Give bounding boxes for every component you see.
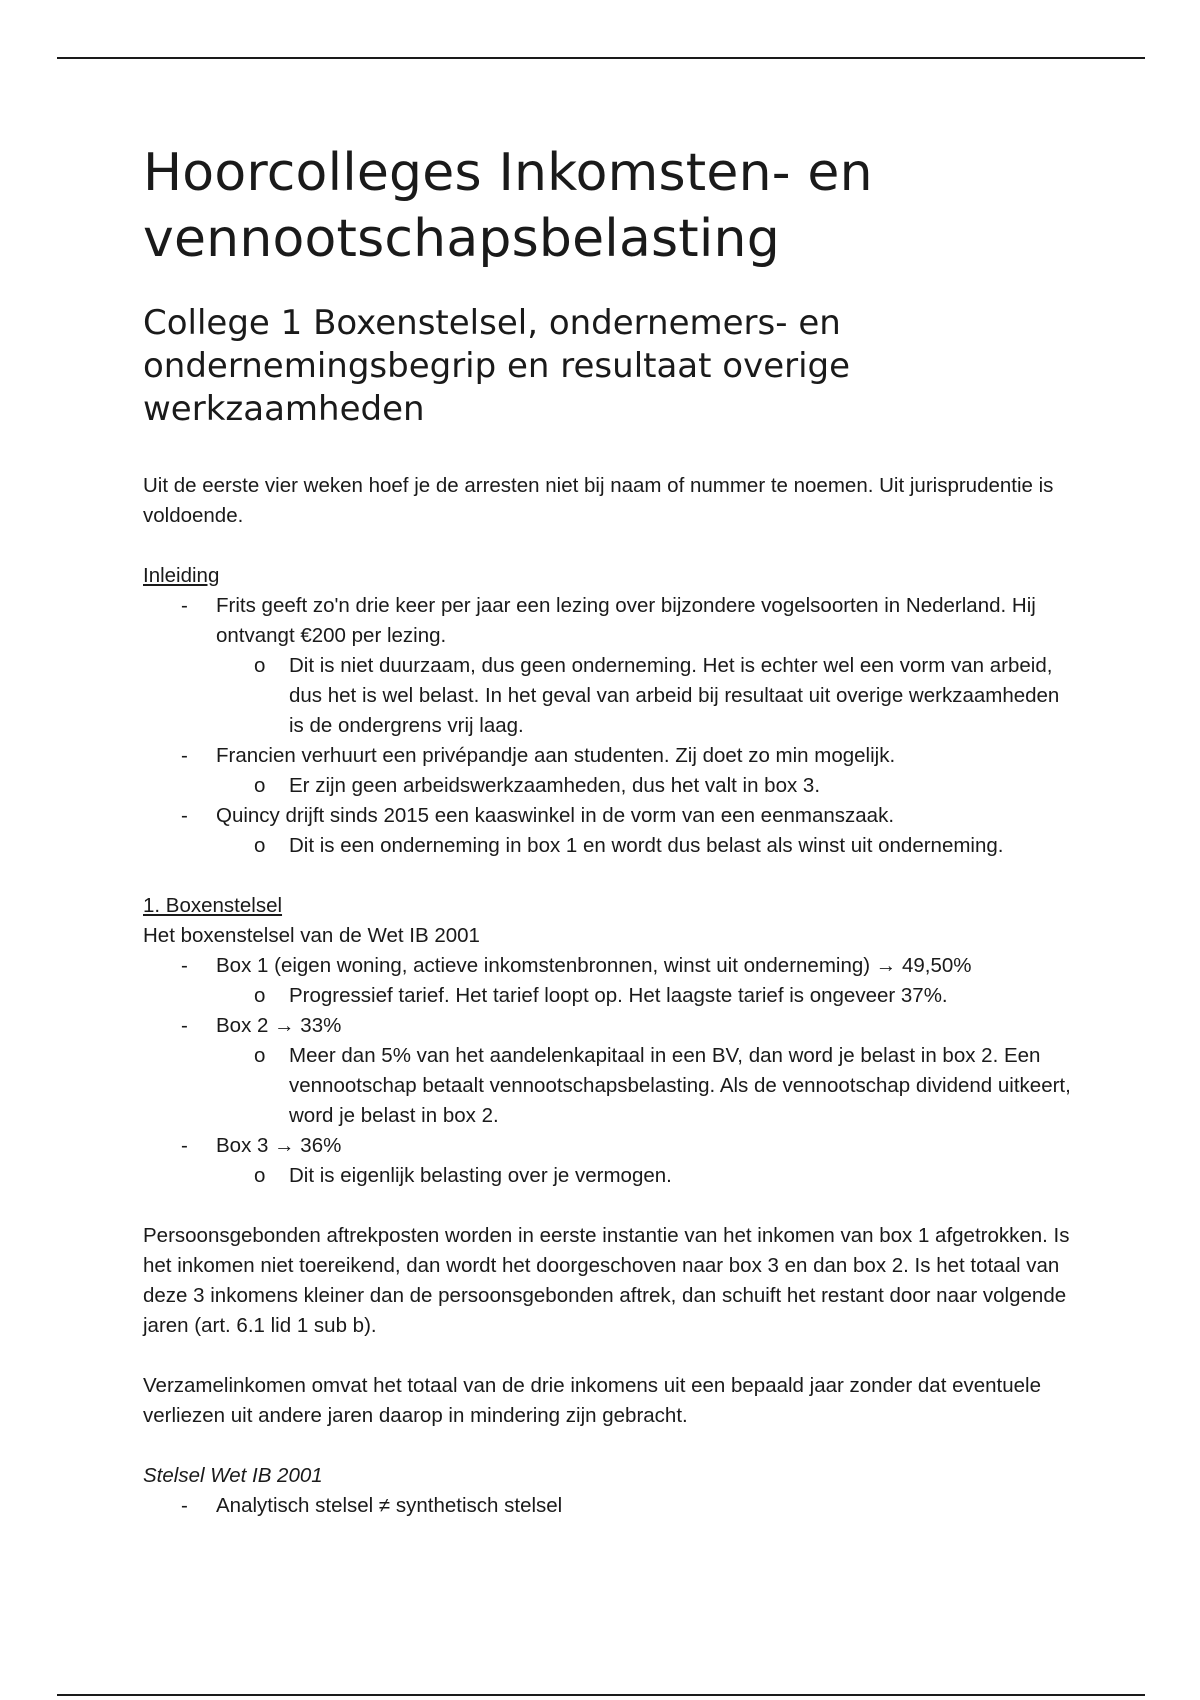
sub-list: [216, 771, 1073, 801]
sub-list-item: [216, 651, 1073, 741]
sub-list-item-text: Progressief tarief. Het tarief loopt op. Het laagste tarief is ongeveer 37%.: [289, 984, 948, 1007]
list-item-text: Francien verhuurt een privépandje aan studenten. Zij doet zo min mogelijk.: [216, 744, 896, 767]
sub-list-item-text: Meer dan 5% van het aandelenkapitaal in een BV, dan word je belast in box 2. Een vennootschap betaalt vennootschapsbelasting. Als de vennootschap dividend uitkeert, word je belast in box 2.: [289, 1044, 1071, 1127]
circle-bullet-marker: o: [254, 1044, 266, 1067]
intro-paragraph: Uit de eerste vier weken hoef je de arresten niet bij naam of nummer te noemen. Uit jurisprudentie is voldoende.: [143, 474, 1054, 527]
section-heading-inleiding: Inleiding: [143, 564, 220, 587]
list-item-text: Frits geeft zo'n drie keer per jaar een lezing over bijzondere vogelsoorten in Nederland. Hij ontvangt €200 per lezing.: [216, 594, 1036, 647]
sub-list-item: [216, 981, 1073, 1011]
dash-marker: -: [181, 744, 188, 767]
list-item: [143, 741, 1073, 801]
stelsel-list: [143, 1491, 1073, 1521]
sub-list-item-text: Er zijn geen arbeidswerkzaamheden, dus het valt in box 3.: [289, 774, 821, 797]
document-title: Hoorcolleges Inkomsten- en vennootschapsbelasting: [143, 143, 873, 269]
list-item: [143, 801, 1073, 861]
spacer: [143, 1341, 1073, 1371]
sub-list-item-text: Dit is niet duurzaam, dus geen onderneming. Het is echter wel een vorm van arbeid, dus het is wel belast. In het geval van arbeid bij resultaat uit overige werkzaamheden is de ondergrens vrij laag.: [289, 654, 1060, 737]
sub-list-item: [216, 1161, 1073, 1191]
list-item-text: Analytisch stelsel ≠ synthetisch stelsel: [216, 1494, 563, 1517]
list-item-text: Box 1 (eigen woning, actieve inkomstenbronnen, winst uit onderneming) → 49,50%: [216, 954, 972, 977]
circle-bullet-marker: o: [254, 654, 266, 677]
document-page: [143, 140, 1073, 1521]
persoonsgebonden-paragraph: Persoonsgebonden aftrekposten worden in eerste instantie van het inkomen van box 1 afgetrokken. Is het inkomen niet toereikend, dan wordt het doorgeschoven naar box 3 en dan box 2. Is het totaal van deze 3 inkomens kleiner dan de persoonsgebonden aftrek, dan schuift het restant door naar volgende jaren (art. 6.1 lid 1 sub b).: [143, 1224, 1070, 1337]
dash-marker: -: [181, 1134, 188, 1157]
document-body: [143, 471, 1073, 1521]
sub-list: [216, 981, 1073, 1011]
section-heading-boxenstelsel: 1. Boxenstelsel: [143, 894, 283, 917]
sub-list-item: [216, 1041, 1073, 1131]
list-item: [143, 1491, 1073, 1521]
circle-bullet-marker: o: [254, 774, 266, 797]
sub-list-item-text: Dit is eigenlijk belasting over je vermogen.: [289, 1164, 672, 1187]
college-subtitle: College 1 Boxenstelsel, ondernemers- en ondernemingsbegrip en resultaat overige werkzaamheden: [143, 303, 851, 429]
dash-marker: -: [181, 594, 188, 617]
sub-list-item: [216, 831, 1073, 861]
circle-bullet-marker: o: [254, 1164, 266, 1187]
list-item: [143, 951, 1073, 1011]
spacer: [143, 1191, 1073, 1221]
sub-list-item-text: Dit is een onderneming in box 1 en wordt dus belast als winst uit onderneming.: [289, 834, 1004, 857]
list-item-text: Box 2 → 33%: [216, 1014, 342, 1037]
header-rule: [57, 57, 1145, 59]
sub-list: [216, 831, 1073, 861]
list-item-text: Box 3 → 36%: [216, 1134, 342, 1157]
spacer: [143, 861, 1073, 891]
footer-rule: [57, 1694, 1145, 1696]
sub-list: [216, 1161, 1073, 1191]
list-item: [143, 1011, 1073, 1131]
list-item: [143, 1131, 1073, 1191]
sub-list: [216, 1041, 1073, 1131]
inleiding-list: [143, 591, 1073, 861]
circle-bullet-marker: o: [254, 984, 266, 1007]
section-heading-stelsel: Stelsel Wet IB 2001: [143, 1464, 323, 1487]
dash-marker: -: [181, 804, 188, 827]
spacer: [143, 531, 1073, 561]
sub-list-item: [216, 771, 1073, 801]
dash-marker: -: [181, 954, 188, 977]
list-item: [143, 591, 1073, 741]
list-item-text: Quincy drijft sinds 2015 een kaaswinkel in de vorm van een eenmanszaak.: [216, 804, 895, 827]
spacer: [143, 1431, 1073, 1461]
dash-marker: -: [181, 1014, 188, 1037]
dash-marker: -: [181, 1494, 188, 1517]
boxenstelsel-list: [143, 951, 1073, 1191]
verzamelinkomen-paragraph: Verzamelinkomen omvat het totaal van de drie inkomens uit een bepaald jaar zonder dat eventuele verliezen uit andere jaren daarop in mindering zijn gebracht.: [143, 1374, 1042, 1427]
boxenstelsel-lead: Het boxenstelsel van de Wet IB 2001: [143, 924, 480, 947]
sub-list: [216, 651, 1073, 741]
circle-bullet-marker: o: [254, 834, 266, 857]
